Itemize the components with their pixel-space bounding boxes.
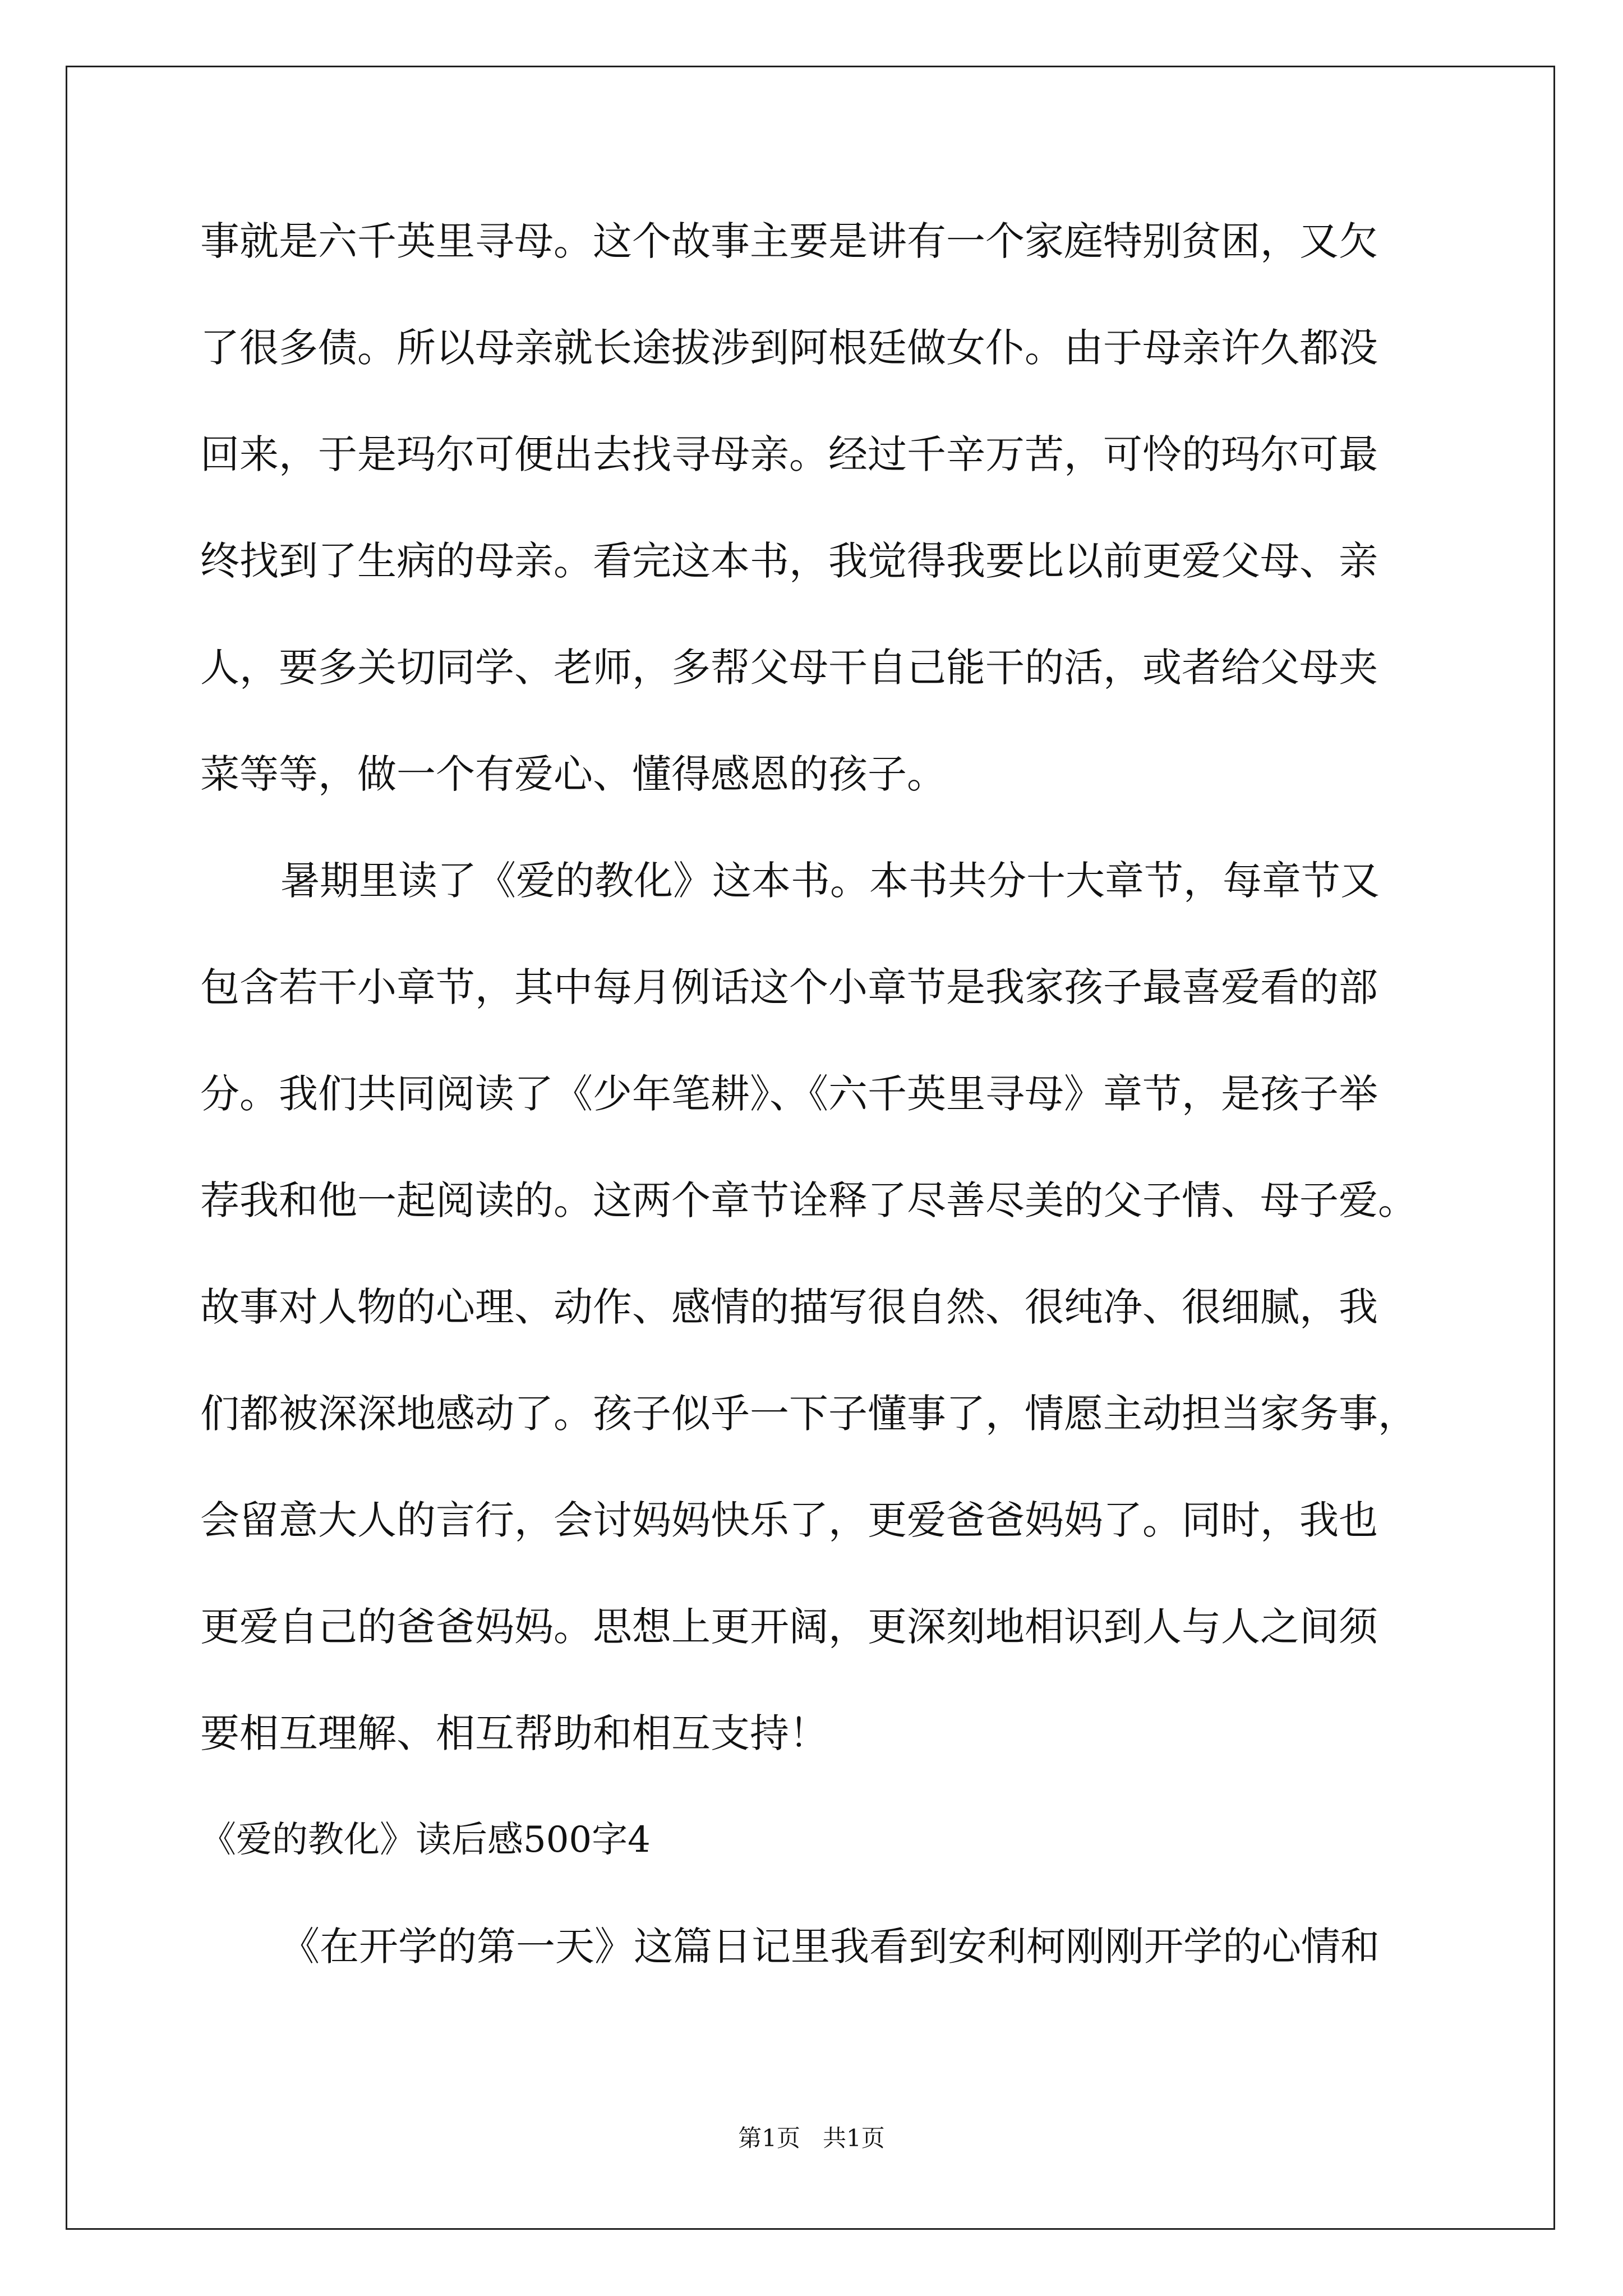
page-border <box>66 66 1555 2230</box>
text-line-16: 《在开学的第一天》这篇日记里我看到安利柯刚刚开学的心情和 <box>280 1924 1380 1970</box>
text-line-7: 暑期里读了《爱的教化》这本书。本书共分十大章节，每章节又 <box>280 858 1380 904</box>
page-footer: 第1页 共1页 <box>738 2124 885 2152</box>
text-line-11: 故事对人物的心理、动作、感情的描写很自然、很纯净、很细腻，我 <box>200 1284 1378 1330</box>
text-line-15: 要相互理解、相互帮助和相互支持！ <box>200 1710 828 1756</box>
text-line-5: 人，要多关切同学、老师，多帮父母干自己能干的活，或者给父母夹 <box>200 645 1378 691</box>
text-line-9: 分。我们共同阅读了《少年笔耕》、《六千英里寻母》章节，是孩子举 <box>200 1071 1378 1117</box>
section-heading: 《爱的教化》读后感500字4 <box>200 1819 651 1861</box>
text-line-1: 事就是六千英里寻母。这个故事主要是讲有一个家庭特别贫困，又欠 <box>200 218 1378 264</box>
text-line-8: 包含若干小章节，其中每月例话这个小章节是我家孩子最喜爱看的部 <box>200 964 1378 1010</box>
text-line-13: 会留意大人的言行，会讨妈妈快乐了，更爱爸爸妈妈了。同时，我也 <box>200 1497 1378 1543</box>
text-line-10: 荐我和他一起阅读的。这两个章节诠释了尽善尽美的父子情、母子爱。 <box>200 1177 1417 1223</box>
text-line-12: 们都被深深地感动了。孩子似乎一下子懂事了，情愿主动担当家务事， <box>200 1391 1417 1437</box>
text-line-14: 更爱自己的爸爸妈妈。思想上更开阔，更深刻地相识到人与人之间须 <box>200 1604 1378 1650</box>
text-line-2: 了很多债。所以母亲就长途拔涉到阿根廷做女仆。由于母亲许久都没 <box>200 325 1378 371</box>
text-line-6: 菜等等，做一个有爱心、懂得感恩的孩子。 <box>200 751 946 797</box>
text-line-3: 回来，于是玛尔可便出去找寻母亲。经过千辛万苦，可怜的玛尔可最 <box>200 431 1378 477</box>
text-line-4: 终找到了生病的母亲。看完这本书，我觉得我要比以前更爱父母、亲 <box>200 538 1378 584</box>
